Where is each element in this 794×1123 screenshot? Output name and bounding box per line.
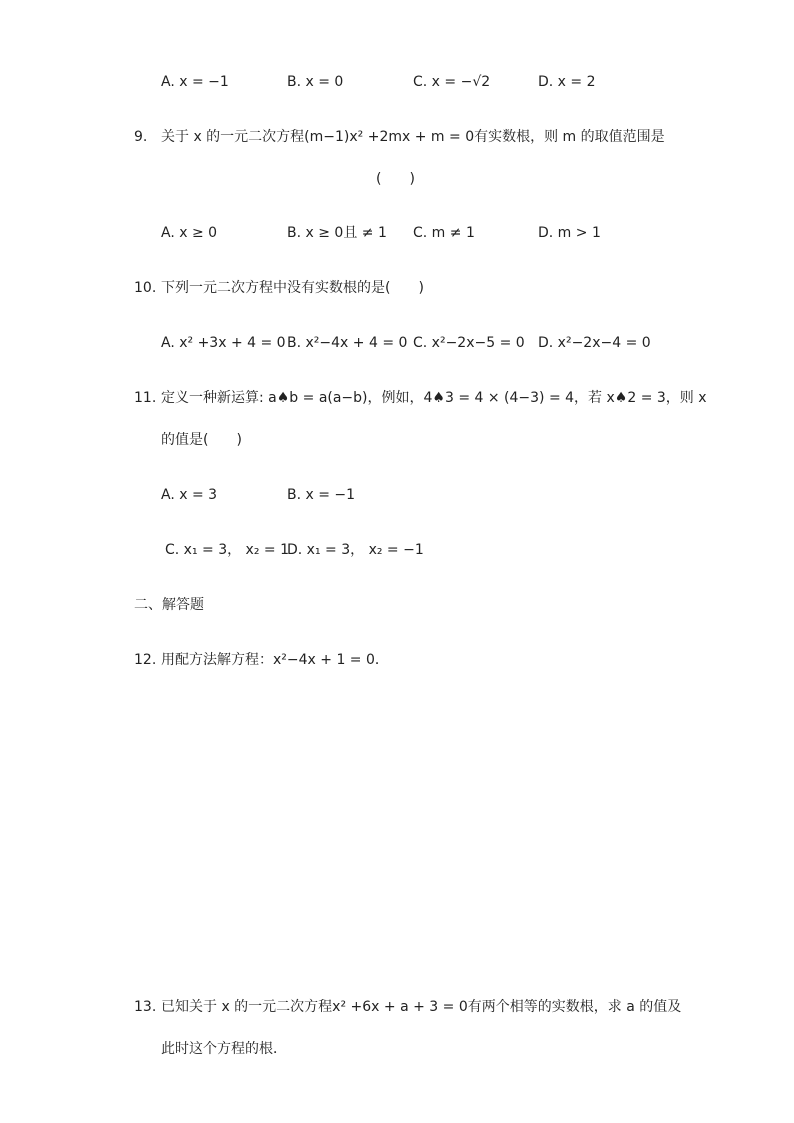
question-number: 9. [134,129,148,145]
question-11 [134,388,707,408]
question-stem: 关于 x 的一元二次方程(m−1)x² +2mx + m = 0有实数根，则 m 的取值范围是 [161,129,665,145]
q11-option-b: B. x = −1 [287,487,356,503]
question-number: 12. [134,652,157,668]
q8-option-d: D. x = 2 [538,74,596,90]
q8-option-c: C. x = −√2 [413,74,491,90]
q10-option-c: C. x²−2x−5 = 0 [413,335,525,351]
question-12 [134,650,389,670]
q9-option-a: A. x ≥ 0 [161,225,218,241]
q8-option-a: A. x = −1 [161,74,229,90]
question-stem-line-1: 定义一种新运算: a♠b = a(a−b)，例如，4♠3 = 4 × (4−3) = 4，若 x♠2 = 3，则 x [161,390,707,406]
question-stem-line-1: 已知关于 x 的一元二次方程x² +6x + a + 3 = 0有两个相等的实数根，求 a 的值及 [161,999,682,1015]
q8-option-b: B. x = 0 [287,74,344,90]
question-stem-line-2: 此时这个方程的根． [161,1041,287,1057]
question-stem: 用配方法解方程：x²−4x + 1 = 0． [161,652,389,668]
q9-option-d: D. m > 1 [538,225,601,241]
question-9 [134,127,665,147]
q10-option-a: A. x² +3x + 4 = 0 [161,335,286,351]
question-stem: 下列一元二次方程中没有实数根的是( ) [161,280,424,296]
q11-option-a: A. x = 3 [161,487,218,503]
q10-option-b: B. x²−4x + 4 = 0 [287,335,408,351]
section-title: 二、解答题 [134,597,204,613]
q11-option-d: D. x₁ = 3， x₂ = −1 [287,542,424,558]
question-number: 13. [134,999,157,1015]
question-number: 10. [134,280,157,296]
question-13 [134,997,681,1017]
q10-option-d: D. x²−2x−4 = 0 [538,335,651,351]
question-10 [134,278,424,298]
question-number: 11. [134,390,157,406]
q9-option-b: B. x ≥ 0且 ≠ 1 [287,225,387,241]
q9-option-c: C. m ≠ 1 [413,225,475,241]
question-stem-line-2: 的值是( ) [161,432,242,448]
answer-bracket: ( ) [376,171,415,187]
q11-option-c: C. x₁ = 3， x₂ = 1 [165,542,289,558]
